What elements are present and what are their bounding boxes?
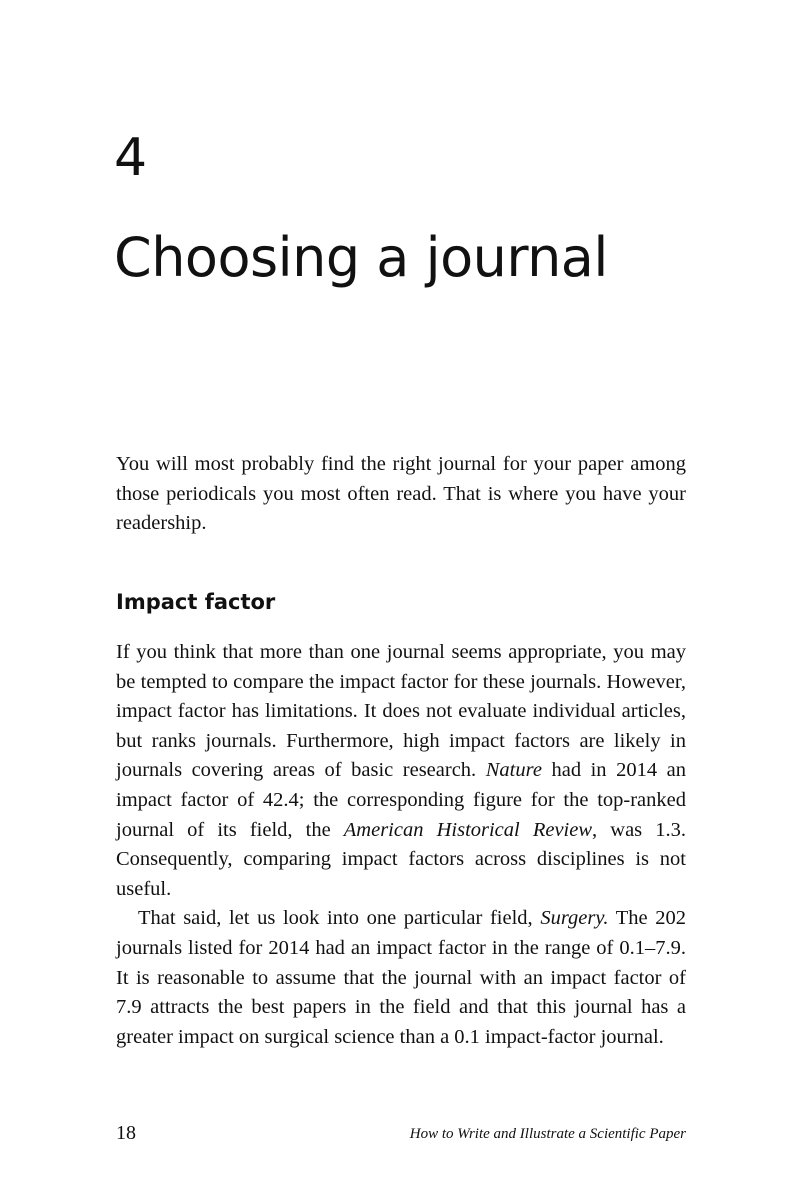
field-name-surgery: Surgery. (540, 907, 609, 930)
page-footer (116, 1122, 686, 1148)
intro-paragraph: You will most probably find the right journal for your paper among those periodicals you most often read. That is where you have your readership. (116, 453, 686, 535)
chapter-number: 4 (114, 128, 148, 188)
chapter-title: Choosing a journal (114, 226, 608, 289)
section-body (116, 638, 686, 1052)
section-heading-impact-factor: Impact factor (116, 590, 276, 614)
running-title: How to Write and Illustrate a Scientific Paper (409, 1126, 686, 1142)
journal-name-american-historical-review: American Historical Review (343, 818, 593, 841)
page-number: 18 (116, 1122, 136, 1144)
paragraph-2 (116, 904, 686, 1052)
paragraph-1-part-1: If you think that more than one journal seems appropriate, you may be tempted to compare the impact factor for these journals. However, impact factor has limitations. It does not evaluate individual articles, but ranks journals. Furthermore, high impact factors are likely in journals covering areas of basic research. (116, 641, 686, 782)
paragraph-2-part-1: That said, let us look into one particular field, (138, 907, 541, 930)
paragraph-1 (116, 638, 686, 904)
paragraph-1-part-3: , was 1.3. Consequently, comparing impact factors across disciplines is not useful. (116, 818, 686, 900)
paragraph-1-part-2: had in 2014 an impact factor of 42.4; the corresponding figure for the top-ranked journal of its field, the (116, 759, 686, 841)
paragraph-2-part-2: The 202 journals listed for 2014 had an impact factor in the range of 0.1–7.9. It is reasonable to assume that the journal with an impact factor of 7.9 attracts the best papers in the field and that this journal has a greater impact on surgical science than a 0.1 impact-factor journal. (116, 907, 686, 1048)
journal-name-nature: Nature (485, 759, 542, 782)
